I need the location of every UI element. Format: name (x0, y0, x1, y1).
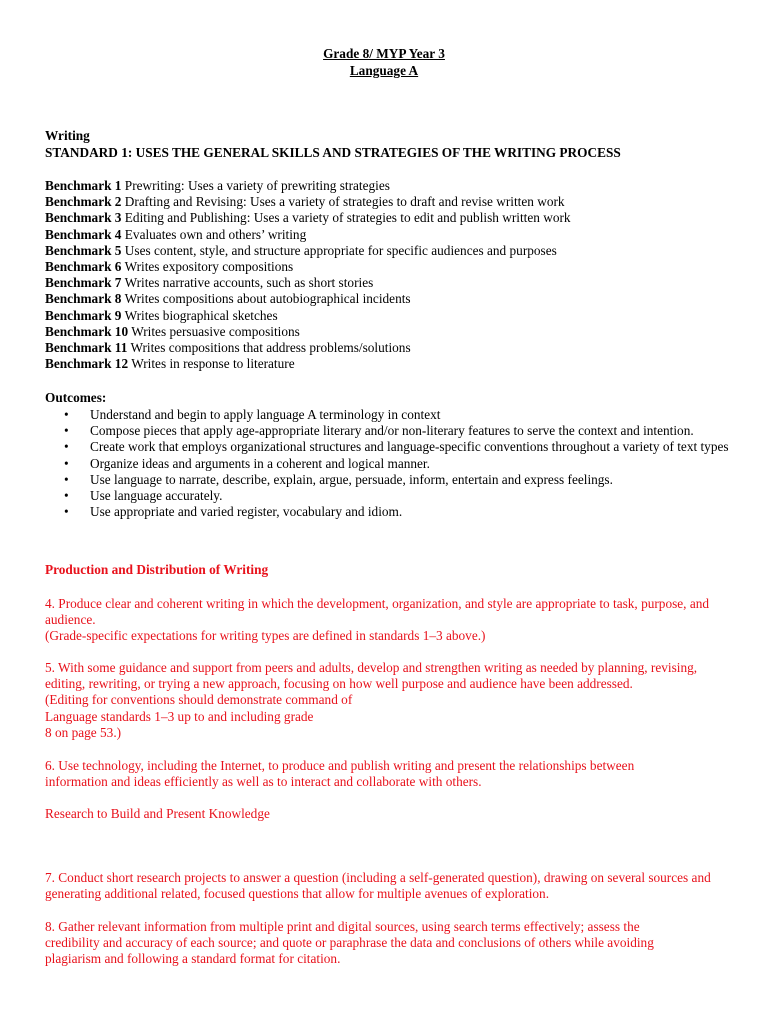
outcome-text: Use language to narrate, describe, explain, argue, persuade, inform, entertain and express feelings. (90, 471, 613, 487)
research-heading: Research to Build and Present Knowledge (45, 806, 270, 821)
benchmark-label: Benchmark 11 (45, 340, 128, 356)
bullet-icon: • (64, 488, 69, 504)
benchmark-item (45, 227, 735, 243)
benchmark-label: Benchmark 6 (45, 259, 122, 275)
list-item (45, 488, 735, 504)
benchmark-label: Benchmark 8 (45, 291, 122, 307)
doc-title-subject: Language A (349, 63, 419, 78)
benchmark-label: Benchmark 5 (45, 242, 122, 258)
benchmark-label: Benchmark 7 (45, 275, 122, 291)
list-item (45, 456, 735, 472)
outcome-text: Create work that employs organizational structures and language-specific conventions throughout a variety of text types (90, 439, 729, 455)
benchmark-text: Writes compositions about autobiographical incidents (124, 291, 411, 307)
list-item (45, 504, 735, 520)
benchmark-label: Benchmark 2 (45, 194, 122, 210)
benchmark-item (45, 243, 735, 259)
standard-item-4 (45, 596, 725, 645)
list-item (45, 407, 735, 423)
standard-heading: STANDARD 1: USES THE GENERAL SKILLS AND STRATEGIES OF THE WRITING PROCESS (45, 145, 621, 160)
bullet-icon: • (64, 423, 69, 439)
outcome-text: Use language accurately. (90, 488, 223, 504)
standard-item-7: 7. Conduct short research projects to answer a question (including a self-generated question), drawing on several sources and generating additional related, focused questions that allow for multiple avenues of exploration. (45, 870, 711, 902)
bullet-icon: • (64, 471, 69, 487)
item-5-note: 8 on page 53.) (45, 724, 122, 740)
item-5-text: 5. With some guidance and support from peers and adults, develop and strengthen writing as needed by planning, revising, editing, rewriting, or trying a new approach, focusing on how well purpose and audience have been addressed. (45, 660, 698, 692)
benchmark-item (45, 324, 735, 340)
outcome-text: Organize ideas and arguments in a coherent and logical manner. (90, 455, 430, 471)
benchmark-item (45, 178, 735, 194)
list-item (45, 423, 735, 439)
benchmark-text: Writes compositions that address problems/solutions (130, 340, 411, 356)
standard-item-8: 8. Gather relevant information from multiple print and digital sources, using search terms effectively; assess the credibility and accuracy of each source; and quote or paraphrase the data and conclusions of others while avoiding plagiarism and following a standard format for citation. (45, 919, 654, 967)
list-item (45, 439, 735, 455)
benchmark-list (45, 178, 735, 372)
benchmark-text: Evaluates own and others’ writing (124, 226, 307, 242)
outcome-text: Use appropriate and varied register, vocabulary and idiom. (90, 504, 403, 520)
bullet-icon: • (64, 455, 69, 471)
bullet-icon: • (64, 504, 69, 520)
benchmark-item (45, 340, 735, 356)
benchmark-text: Writes in response to literature (131, 356, 295, 372)
item-5-note: Language standards 1–3 up to and including grade (45, 708, 314, 724)
benchmark-text: Writes persuasive compositions (131, 323, 300, 339)
benchmark-text: Writes biographical sketches (124, 307, 278, 323)
standard-item-6: 6. Use technology, including the Internet, to produce and publish writing and present the relationships between information and ideas efficiently as well as to interact and collaborate with others. (45, 758, 635, 790)
benchmark-label: Benchmark 3 (45, 210, 122, 226)
benchmark-item (45, 291, 735, 307)
bullet-icon: • (64, 407, 69, 422)
item-4-note: (Grade-specific expectations for writing types are defined in standards 1–3 above.) (45, 628, 486, 644)
benchmark-text: Editing and Publishing: Uses a variety of strategies to edit and publish written work (124, 210, 571, 226)
outcome-text: Compose pieces that apply age-appropriate literary and/or non-literary features to serve the context and intention. (90, 423, 694, 439)
production-heading: Production and Distribution of Writing (45, 562, 269, 577)
outcomes-list (45, 407, 735, 520)
outcome-text: Understand and begin to apply language A terminology in context (90, 407, 441, 422)
benchmark-label: Benchmark 10 (45, 323, 129, 339)
item-5-note: (Editing for conventions should demonstrate command of (45, 692, 353, 708)
benchmark-label: Benchmark 12 (45, 356, 129, 372)
list-item (45, 472, 735, 488)
item-4-text: 4. Produce clear and coherent writing in which the development, organization, and style are appropriate to task, purpose, and audience. (45, 596, 710, 628)
benchmark-item (45, 210, 735, 226)
benchmark-text: Writes narrative accounts, such as short stories (124, 275, 374, 291)
benchmark-text: Drafting and Revising: Uses a variety of strategies to draft and revise written work (124, 194, 565, 210)
standard-item-5 (45, 660, 725, 741)
benchmark-item (45, 356, 735, 372)
benchmark-item (45, 308, 735, 324)
doc-title-grade: Grade 8/ MYP Year 3 (323, 46, 445, 61)
benchmark-item (45, 275, 735, 291)
outcomes-heading: Outcomes: (45, 390, 107, 405)
bullet-icon: • (64, 439, 69, 455)
benchmark-label: Benchmark 9 (45, 307, 122, 323)
benchmark-item (45, 194, 735, 210)
benchmark-item (45, 259, 735, 275)
benchmark-label: Benchmark 4 (45, 226, 122, 242)
benchmark-text: Writes expository compositions (124, 259, 294, 275)
writing-heading: Writing (45, 128, 90, 143)
benchmark-text: Prewriting: Uses a variety of prewriting strategies (124, 178, 390, 193)
benchmark-text: Uses content, style, and structure appropriate for specific audiences and purposes (124, 242, 557, 258)
benchmark-label: Benchmark 1 (45, 178, 122, 193)
